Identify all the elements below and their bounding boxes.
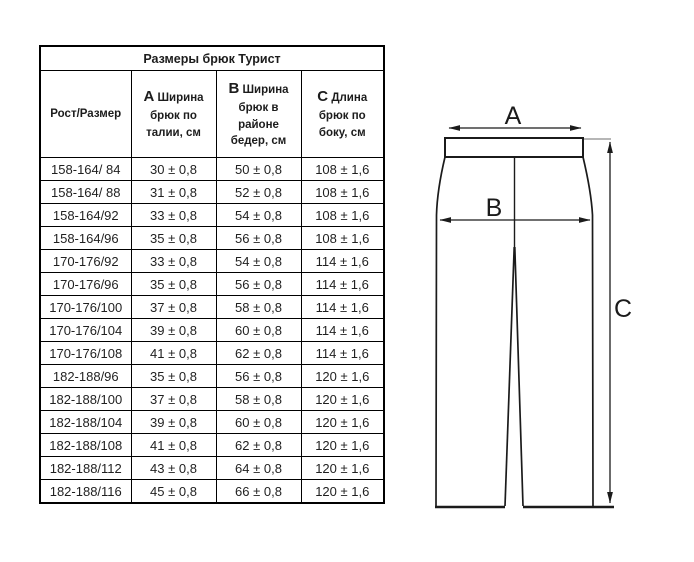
table-row xyxy=(40,204,384,227)
cell-hips: 66 ± 0,8 xyxy=(216,480,301,504)
cell-hips: 54 ± 0,8 xyxy=(216,250,301,273)
cell-hips: 52 ± 0,8 xyxy=(216,181,301,204)
table-row xyxy=(40,273,384,296)
cell-length: 114 ± 1,6 xyxy=(301,273,384,296)
cell-length: 114 ± 1,6 xyxy=(301,342,384,365)
cell-size: 158-164/ 84 xyxy=(40,158,131,181)
table-row xyxy=(40,342,384,365)
cell-waist: 45 ± 0,8 xyxy=(131,480,216,504)
dimension-label-c: C xyxy=(614,295,633,323)
cell-hips: 54 ± 0,8 xyxy=(216,204,301,227)
cell-size: 170-176/104 xyxy=(40,319,131,342)
column-label-length: Длина брюк по боку, см xyxy=(318,92,368,139)
cell-size: 182-188/96 xyxy=(40,365,131,388)
cell-length: 108 ± 1,6 xyxy=(301,204,384,227)
pants-left-leg-outline xyxy=(436,157,445,506)
cell-waist: 41 ± 0,8 xyxy=(131,434,216,457)
table-row xyxy=(40,181,384,204)
cell-waist: 43 ± 0,8 xyxy=(131,457,216,480)
cell-hips: 56 ± 0,8 xyxy=(216,273,301,296)
cell-waist: 35 ± 0,8 xyxy=(131,273,216,296)
cell-waist: 35 ± 0,8 xyxy=(131,365,216,388)
table-header-row xyxy=(40,71,384,158)
cell-waist: 30 ± 0,8 xyxy=(131,158,216,181)
table-row xyxy=(40,250,384,273)
table-row xyxy=(40,227,384,250)
cell-size: 182-188/108 xyxy=(40,434,131,457)
cell-waist: 33 ± 0,8 xyxy=(131,204,216,227)
cell-length: 120 ± 1,6 xyxy=(301,457,384,480)
cell-size: 170-176/100 xyxy=(40,296,131,319)
cell-hips: 58 ± 0,8 xyxy=(216,296,301,319)
table-row xyxy=(40,388,384,411)
size-table xyxy=(39,45,385,504)
table-row xyxy=(40,365,384,388)
column-header-hips xyxy=(216,71,301,158)
cell-waist: 33 ± 0,8 xyxy=(131,250,216,273)
table-row xyxy=(40,457,384,480)
cell-hips: 58 ± 0,8 xyxy=(216,388,301,411)
cell-hips: 50 ± 0,8 xyxy=(216,158,301,181)
cell-size: 158-164/96 xyxy=(40,227,131,250)
dimension-label-b: B xyxy=(485,194,503,222)
cell-length: 114 ± 1,6 xyxy=(301,319,384,342)
cell-waist: 41 ± 0,8 xyxy=(131,342,216,365)
cell-length: 108 ± 1,6 xyxy=(301,227,384,250)
cell-hips: 60 ± 0,8 xyxy=(216,319,301,342)
cell-hips: 56 ± 0,8 xyxy=(216,227,301,250)
dimension-label-a: A xyxy=(504,102,522,130)
cell-length: 114 ± 1,6 xyxy=(301,296,384,319)
cell-waist: 35 ± 0,8 xyxy=(131,227,216,250)
measure-letter-a: A xyxy=(143,88,155,106)
cell-waist: 31 ± 0,8 xyxy=(131,181,216,204)
table-row xyxy=(40,319,384,342)
measure-letter-c: C xyxy=(317,88,329,106)
column-header-size: Рост/Размер xyxy=(40,71,131,158)
cell-hips: 62 ± 0,8 xyxy=(216,342,301,365)
cell-length: 120 ± 1,6 xyxy=(301,411,384,434)
table-row xyxy=(40,158,384,181)
table-row xyxy=(40,411,384,434)
pants-diagram xyxy=(420,95,694,540)
cell-length: 120 ± 1,6 xyxy=(301,480,384,504)
column-label-hips: Ширина брюк в районе бедер, см xyxy=(230,84,289,148)
cell-hips: 64 ± 0,8 xyxy=(216,457,301,480)
cell-waist: 37 ± 0,8 xyxy=(131,388,216,411)
cell-waist: 39 ± 0,8 xyxy=(131,319,216,342)
cell-length: 120 ± 1,6 xyxy=(301,388,384,411)
cell-size: 170-176/108 xyxy=(40,342,131,365)
cell-length: 120 ± 1,6 xyxy=(301,434,384,457)
cell-size: 158-164/92 xyxy=(40,204,131,227)
pants-waistband xyxy=(445,138,583,157)
cell-waist: 37 ± 0,8 xyxy=(131,296,216,319)
pants-right-leg-inner xyxy=(515,247,523,506)
cell-size: 170-176/92 xyxy=(40,250,131,273)
cell-size: 182-188/112 xyxy=(40,457,131,480)
cell-length: 120 ± 1,6 xyxy=(301,365,384,388)
measure-letter-b: B xyxy=(228,80,240,98)
cell-hips: 62 ± 0,8 xyxy=(216,434,301,457)
table-title-row xyxy=(40,46,384,71)
column-header-waist xyxy=(131,71,216,158)
column-label-waist: Ширина брюк по талии, см xyxy=(146,92,204,139)
pants-left-leg-inner xyxy=(505,247,514,506)
table-row xyxy=(40,434,384,457)
cell-size: 158-164/ 88 xyxy=(40,181,131,204)
cell-length: 114 ± 1,6 xyxy=(301,250,384,273)
table-row xyxy=(40,296,384,319)
column-header-length xyxy=(301,71,384,158)
table-row xyxy=(40,480,384,504)
pants-right-leg-outline xyxy=(583,157,593,506)
table-title: Размеры брюк Турист xyxy=(40,46,384,71)
cell-length: 108 ± 1,6 xyxy=(301,181,384,204)
cell-size: 182-188/100 xyxy=(40,388,131,411)
cell-hips: 56 ± 0,8 xyxy=(216,365,301,388)
cell-size: 170-176/96 xyxy=(40,273,131,296)
cell-length: 108 ± 1,6 xyxy=(301,158,384,181)
cell-hips: 60 ± 0,8 xyxy=(216,411,301,434)
cell-size: 182-188/104 xyxy=(40,411,131,434)
cell-waist: 39 ± 0,8 xyxy=(131,411,216,434)
cell-size: 182-188/116 xyxy=(40,480,131,504)
